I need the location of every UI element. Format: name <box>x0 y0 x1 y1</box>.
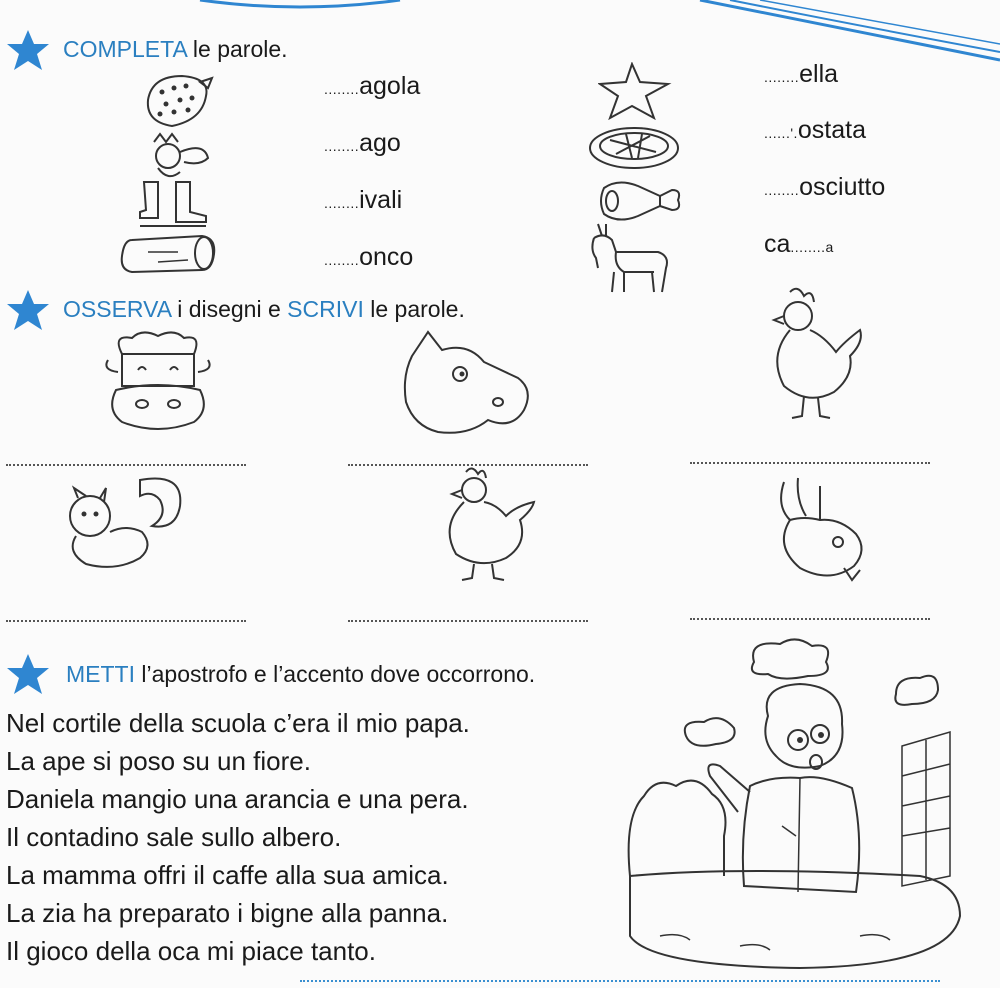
sentence-5: La mamma offri il caffe alla sua amica. <box>6 860 449 890</box>
ham-icon <box>598 178 684 224</box>
sentence-6: La zia ha preparato i bigne alla panna. <box>6 898 449 928</box>
hen-icon <box>436 466 536 586</box>
word-stella: ........ella <box>764 60 839 88</box>
answer-line[interactable] <box>690 618 930 620</box>
strawberry-icon <box>142 72 214 130</box>
cow-icon <box>102 330 214 440</box>
sentence-3: Daniela mangio una arancia e una pera. <box>6 784 469 814</box>
rooster-icon <box>764 286 868 424</box>
answer-line[interactable] <box>6 620 246 622</box>
completa-heading: COMPLETA le parole. <box>63 36 288 62</box>
sentence-2: La ape si poso su un fiore. <box>6 746 311 776</box>
star-picture-icon <box>598 62 672 120</box>
log-icon <box>118 232 218 276</box>
word-tronco: ........onco <box>324 243 414 271</box>
metti-heading: METTI l’apostrofo e l’accento dove occorrono. <box>66 661 536 687</box>
answer-line[interactable] <box>6 464 246 466</box>
answer-line[interactable] <box>348 620 588 622</box>
boy-in-courtyard-illustration <box>620 636 980 972</box>
pie-icon <box>586 122 682 174</box>
word-capra: ca........a <box>764 230 834 258</box>
bird-icon <box>770 476 870 586</box>
goat-icon <box>584 222 674 296</box>
bottom-divider <box>300 980 940 982</box>
osserva-heading: OSSERVA i disegni e SCRIVI le parole. <box>63 296 465 322</box>
word-stivali: ........ivali <box>324 186 403 214</box>
blue-star-icon <box>6 652 50 696</box>
word-crostata: ......'.ostata <box>764 116 867 144</box>
squirrel-icon <box>56 476 186 576</box>
word-fragola: ........agola <box>324 72 421 100</box>
sentence-1: Nel cortile della scuola c’era il mio papa. <box>6 708 470 738</box>
word-mago: ........ago <box>324 129 401 157</box>
sentence-7: Il gioco della oca mi piace tanto. <box>6 936 376 966</box>
horse-icon <box>398 326 536 438</box>
boots-icon <box>136 178 210 230</box>
blue-star-icon <box>6 288 50 332</box>
word-prosciutto: ........osciutto <box>764 173 886 201</box>
blue-star-icon <box>6 28 50 72</box>
sentence-4: Il contadino sale sullo albero. <box>6 822 342 852</box>
king-icon <box>144 132 214 182</box>
answer-line[interactable] <box>690 462 930 464</box>
